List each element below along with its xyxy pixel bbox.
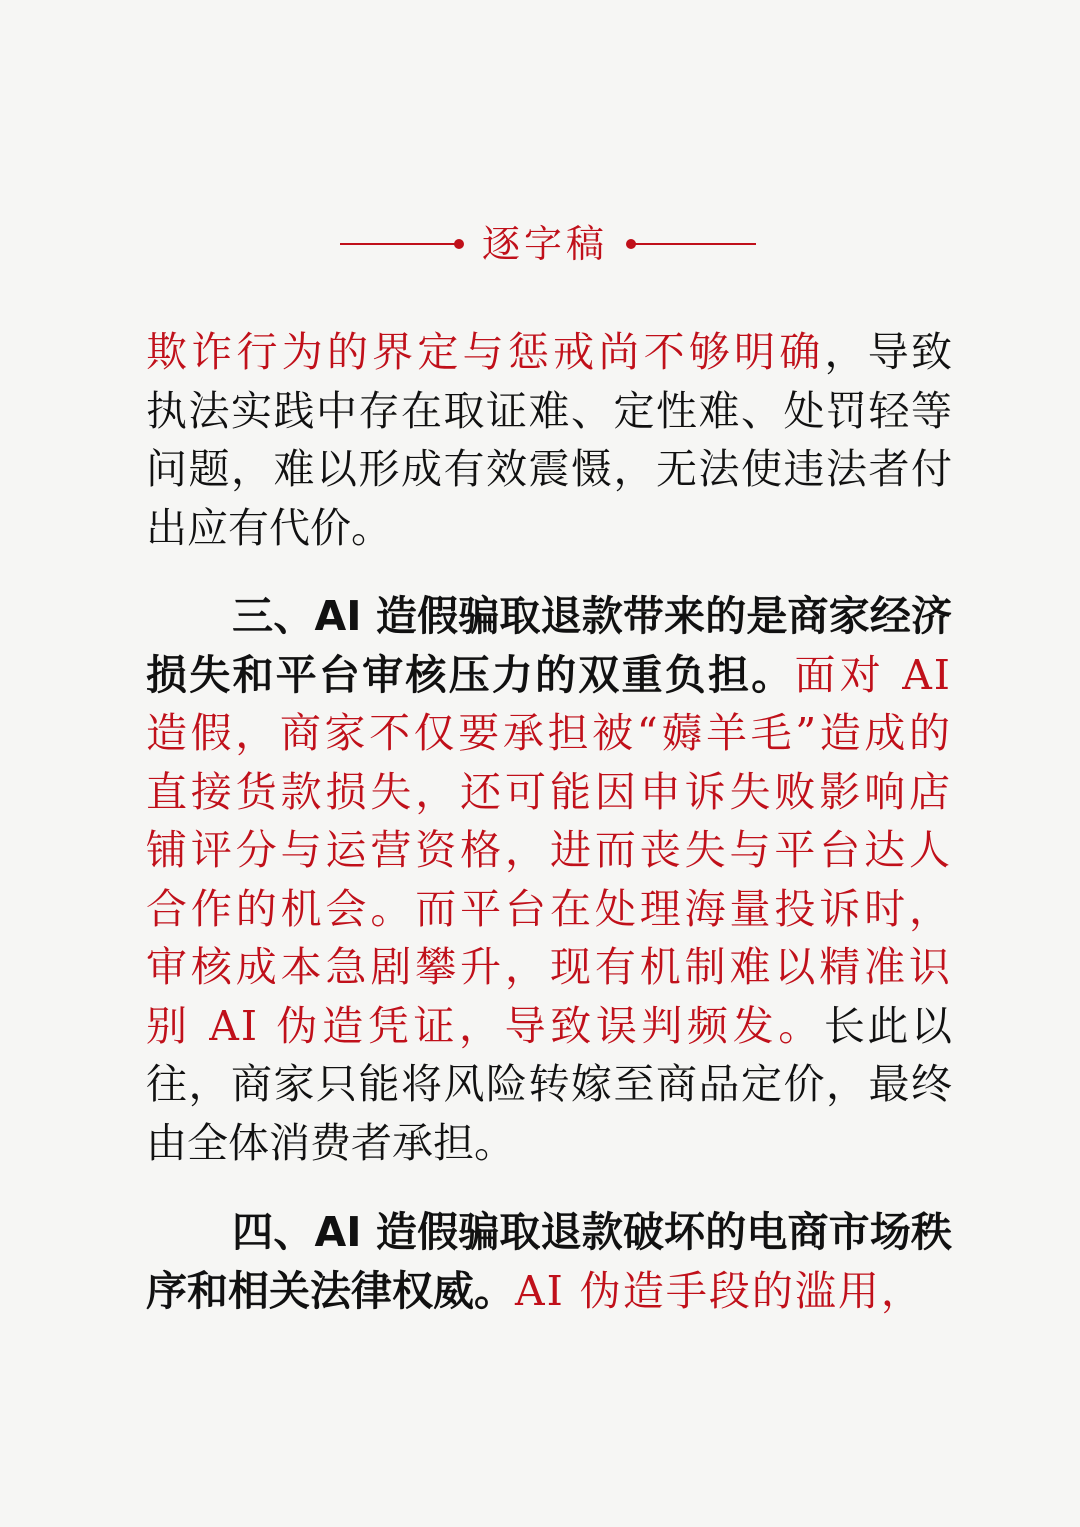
paragraph-2-tail: 长此以往，商家只能将风险转嫁至商品定价，最终由全体消费者承担。 <box>146 1001 953 1167</box>
paragraph-1-red-lead: 欺诈行为的界定与惩戒尚不够明确 <box>146 328 825 376</box>
document-body <box>146 323 952 1320</box>
header-rule-right <box>634 243 756 245</box>
header-title: 逐字稿 <box>481 222 608 266</box>
paragraph-1 <box>146 323 952 557</box>
paragraph-3-heading: 四、AI 造假骗取退款破坏的电商市场秩序和相关法律权威。 <box>146 1208 952 1315</box>
paragraph-2-red-text: 面对 AI 造假，商家不仅要承担被“薅羊毛”造成的直接货款损失，还可能因申诉失败影响店铺评分与运营资格，进而丧失与平台达人合作的机会。而平台在处理海量投诉时，审核成本急剧攀升，现有机制难以精准识别 AI 伪造凭证，导致误判频发。 <box>146 650 952 1050</box>
paragraph-3 <box>146 1203 952 1320</box>
header-rule-left <box>340 243 458 245</box>
header-dot-left <box>454 239 464 249</box>
paragraph-2 <box>146 587 952 1172</box>
section-header <box>0 214 1080 274</box>
paragraph-1-body: ，导致执法实践中存在取证难、定性难、处罚轻等问题，难以形成有效震慑，无法使违法者付出应有代价。 <box>146 328 953 552</box>
paragraph-2-heading: 三、AI 造假骗取退款带来的是商家经济损失和平台审核压力的双重负担。 <box>146 592 952 699</box>
paragraph-3-red-text: AI 伪造手段的滥用， <box>515 1266 924 1315</box>
